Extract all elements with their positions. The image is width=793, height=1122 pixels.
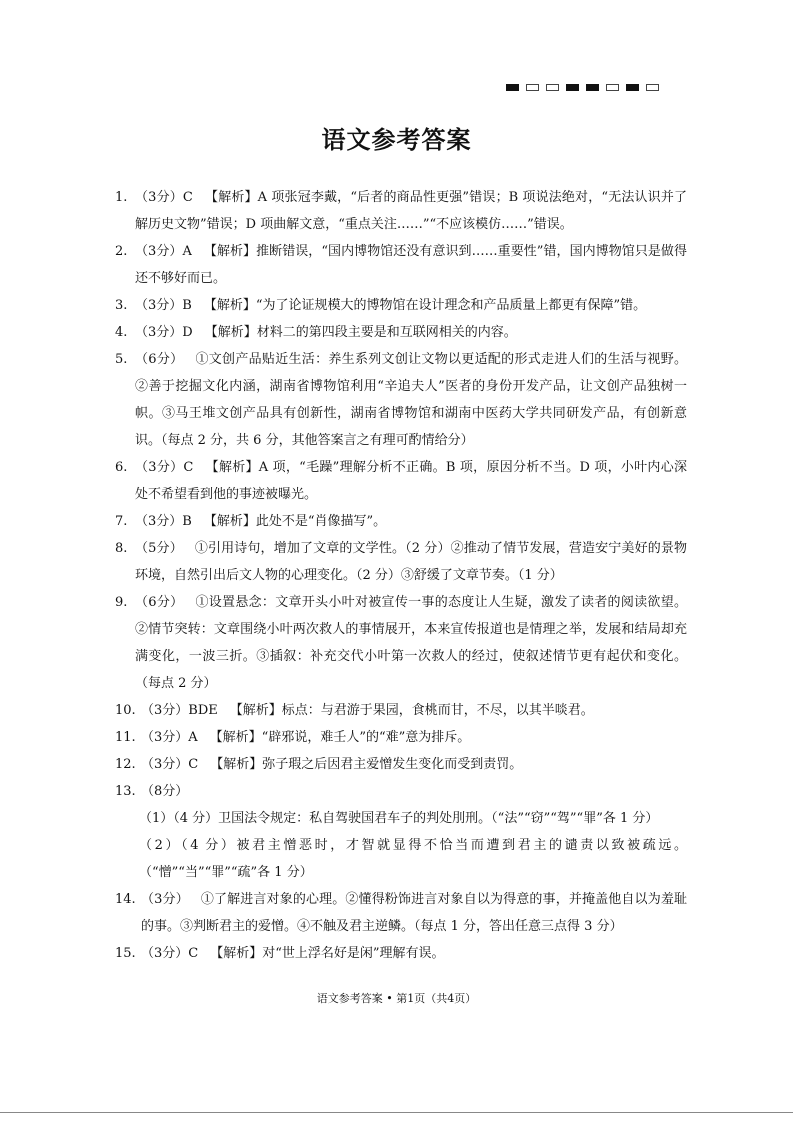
answer-item-6 bbox=[115, 454, 687, 508]
item-score: （3分）C bbox=[135, 460, 194, 475]
item-number: 11. bbox=[115, 730, 136, 745]
mark-filled bbox=[626, 84, 639, 91]
answer-item-11 bbox=[115, 724, 687, 751]
item-number: 1. bbox=[115, 190, 128, 205]
item-number: 14. bbox=[115, 892, 136, 907]
item-score: （3分）C bbox=[141, 946, 199, 961]
item-score: （6分） bbox=[135, 352, 184, 367]
item-number: 2. bbox=[115, 244, 128, 259]
answer-item-4 bbox=[115, 319, 687, 346]
mark-empty bbox=[526, 84, 539, 91]
answer-item-13 bbox=[115, 778, 687, 805]
answer-item-1 bbox=[115, 184, 687, 238]
mark-empty bbox=[546, 84, 559, 91]
item-number: 15. bbox=[115, 946, 136, 961]
item-score: （3分）A bbox=[141, 730, 198, 745]
answer-item-10 bbox=[115, 697, 687, 724]
item-text: 【解析】“为了论证规模大的博物馆在设计理念和产品质量上都更有保障”错。 bbox=[203, 298, 647, 313]
item-score: （8分） bbox=[141, 784, 189, 799]
page-footer: 语文参考答案 • 第1页（共4页） bbox=[316, 992, 477, 1005]
item-number: 12. bbox=[115, 757, 136, 772]
mark-empty bbox=[646, 84, 659, 91]
item-text: ①文创产品贴近生活：养生系列文创让文物以更适配的形式走进人们的生活与视野。②善于挖掘文化内涵，湖南省博物馆利用“辛追夫人”医者的身份开发产品，让文创产品独树一帜。③马王堆文创产品具有创新性，湖南省博物馆和湖南中医药大学共同研发产品，有创新意识。（每点 2 分，共 6 分，其他答案言之有理可酌情给分） bbox=[135, 352, 687, 448]
header-marks bbox=[506, 84, 659, 91]
item-number: 13. bbox=[115, 784, 136, 799]
answer-item-3 bbox=[115, 292, 687, 319]
answer-item-8 bbox=[115, 535, 687, 589]
mark-filled bbox=[566, 84, 579, 91]
item-number: 8. bbox=[115, 541, 128, 556]
item-number: 7. bbox=[115, 514, 128, 529]
item-text: ①了解进言对象的心理。②懂得粉饰进言对象自以为得意的事，并掩盖他自以为羞耻的事。③判断君主的爱憎。④不触及君主逆鳞。（每点 1 分，答出任意三点得 3 分） bbox=[141, 892, 687, 934]
q13-part-1: （1）（4 分）卫国法令规定：私自驾驶国君车子的判处刖刑。（“法”“窃”“驾”“罪”各 1 分） bbox=[139, 811, 659, 826]
answer-list bbox=[115, 184, 687, 967]
item-number: 9. bbox=[115, 595, 128, 610]
item-number: 4. bbox=[115, 325, 128, 340]
item-score: （3分）BDE bbox=[141, 703, 218, 718]
item-score: （3分）A bbox=[135, 244, 192, 259]
item-score: （3分）D bbox=[135, 325, 193, 340]
answer-item-9 bbox=[115, 589, 687, 697]
q13-part-2: （2）（4 分）被君主憎恶时，才智就显得不恰当而遭到君主的谴责以致被疏远。（“憎”“当”“罪”“疏”各 1 分） bbox=[139, 838, 687, 880]
answer-item-14 bbox=[115, 886, 687, 940]
item-score: （3分）B bbox=[135, 514, 192, 529]
item-number: 6. bbox=[115, 460, 128, 475]
item-text: ①设置悬念：文章开头小叶对被宣传一事的态度让人生疑，激发了读者的阅读欲望。②情节突转：文章围绕小叶两次救人的事情展开，本来宣传报道也是情理之举，发展和结局却充满变化，一波三折。③插叙：补充交代小叶第一次救人的经过，使叙述情节更有起伏和变化。（每点 2 分） bbox=[135, 595, 687, 691]
item-text: 【解析】标点：与君游于果园，食桃而甘，不尽，以其半啖君。 bbox=[229, 703, 594, 718]
item-score: （6分） bbox=[135, 595, 184, 610]
answer-item-15 bbox=[115, 940, 687, 967]
mark-empty bbox=[606, 84, 619, 91]
bottom-rule bbox=[0, 1112, 793, 1113]
item-number: 3. bbox=[115, 298, 128, 313]
item-score: （3分）C bbox=[141, 757, 199, 772]
item-text: 【解析】弥子瑕之后因君主爱憎发生变化而受到责罚。 bbox=[210, 757, 523, 772]
answer-item-5 bbox=[115, 346, 687, 454]
item-text: 【解析】A 项，“毛躁”理解分析不正确。B 项，原因分析不当。D 项，小叶内心深处不希望看到他的事迹被曝光。 bbox=[135, 460, 688, 502]
item-text: 【解析】材料二的第四段主要是和互联网相关的内容。 bbox=[204, 325, 517, 340]
item-number: 10. bbox=[115, 703, 136, 718]
answer-item-7 bbox=[115, 508, 687, 535]
mark-filled bbox=[586, 84, 599, 91]
item-score: （3分）B bbox=[135, 298, 192, 313]
item-text: 【解析】对“世上浮名好是闲”理解有误。 bbox=[210, 946, 445, 961]
answer-item-2 bbox=[115, 238, 687, 292]
item-number: 5. bbox=[115, 352, 128, 367]
item-score: （3分） bbox=[141, 892, 189, 907]
item-score: （3分）C bbox=[135, 190, 193, 205]
item-text: 【解析】此处不是“肖像描写”。 bbox=[203, 514, 387, 529]
page-title: 语文参考答案 bbox=[321, 126, 472, 154]
item-text: ①引用诗句，增加了文章的文学性。（2 分）②推动了情节发展，营造安宁美好的景物环境，自然引出后文人物的心理变化。（2 分）③舒缓了文章节奏。（1 分） bbox=[135, 541, 687, 583]
item-text: 【解析】“辟邪说，难壬人”的“难”意为排斥。 bbox=[209, 730, 471, 745]
item-score: （5分） bbox=[135, 541, 183, 556]
mark-filled bbox=[506, 84, 519, 91]
item-text: 【解析】推断错误，“国内博物馆还没有意识到……重要性”错，国内博物馆只是做得还不够好而已。 bbox=[135, 244, 687, 286]
answer-item-12 bbox=[115, 751, 687, 778]
item-text: 【解析】A 项张冠李戴，“后者的商品性更强”错误；B 项说法绝对，“无法认识并了解历史文物”错误；D 项曲解文意，“重点关注……”“不应该模仿……”错误。 bbox=[135, 190, 687, 232]
